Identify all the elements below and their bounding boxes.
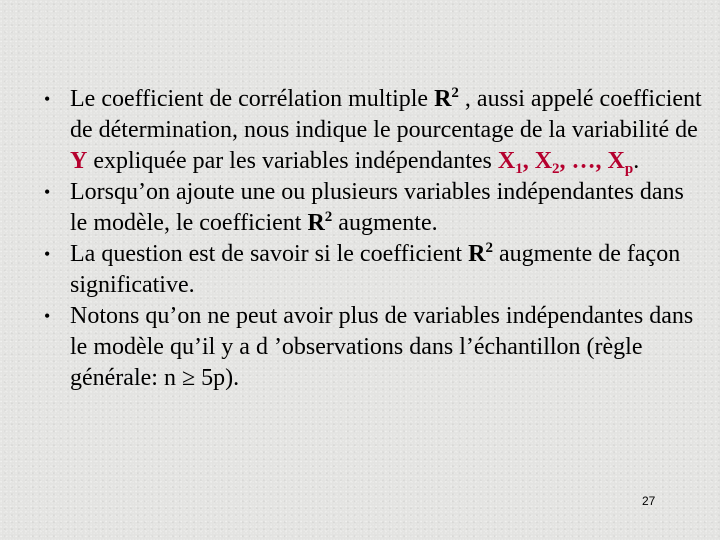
greater-equal-symbol: ≥ [181, 365, 196, 391]
text-run: augmente. [332, 210, 438, 236]
r-squared-symbol: R [307, 210, 325, 236]
bullet-item [44, 239, 704, 301]
text-run: La question est de savoir si le coefficient [70, 241, 469, 267]
bullet-text [70, 85, 702, 177]
bullet-item [44, 301, 704, 394]
text-run: , aussi appelé coefficient de détermination, nous indique le pourcentage de la variabilité de [70, 86, 702, 143]
superscript: 2 [485, 240, 493, 256]
bullet-item [44, 177, 704, 239]
subscript: p [624, 161, 634, 177]
text-run: augmente de façon significative. [70, 241, 681, 298]
variable-y: Y [70, 148, 88, 174]
bullet-item [44, 84, 704, 177]
bullet-list [44, 84, 704, 394]
text-run: Lorsqu’on ajoute une ou plusieurs variables indépendantes dans le modèle, le coefficient [70, 179, 684, 236]
r-squared-symbol: R [468, 241, 486, 267]
text-run: Le coefficient de corrélation multiple [70, 86, 435, 112]
variable-x: , X [522, 148, 553, 174]
bullet-dot-icon: • [44, 89, 51, 109]
text-run: . [633, 148, 640, 174]
text-run: expliquée par les variables indépendantes [87, 148, 498, 174]
variable-x: X [497, 148, 516, 174]
subscript: 1 [515, 161, 523, 177]
bullet-dot-icon: • [44, 306, 51, 326]
bullet-text [70, 179, 684, 236]
page-number: 27 [642, 494, 656, 508]
variable-x: , …, X [559, 148, 625, 174]
text-run: Notons qu’on ne peut avoir plus de variables indépendantes dans le modèle qu’il y a d ’observations dans l’échantillon (règle générale: n [70, 303, 694, 391]
subscript: 2 [552, 161, 560, 177]
text-run: 5p). [195, 365, 240, 391]
bullet-text [70, 303, 693, 391]
r-squared-symbol: R [434, 86, 452, 112]
bullet-dot-icon: • [44, 182, 51, 202]
bullet-text [70, 241, 680, 298]
superscript: 2 [451, 85, 459, 101]
superscript: 2 [324, 209, 333, 225]
bullet-dot-icon: • [44, 244, 51, 264]
